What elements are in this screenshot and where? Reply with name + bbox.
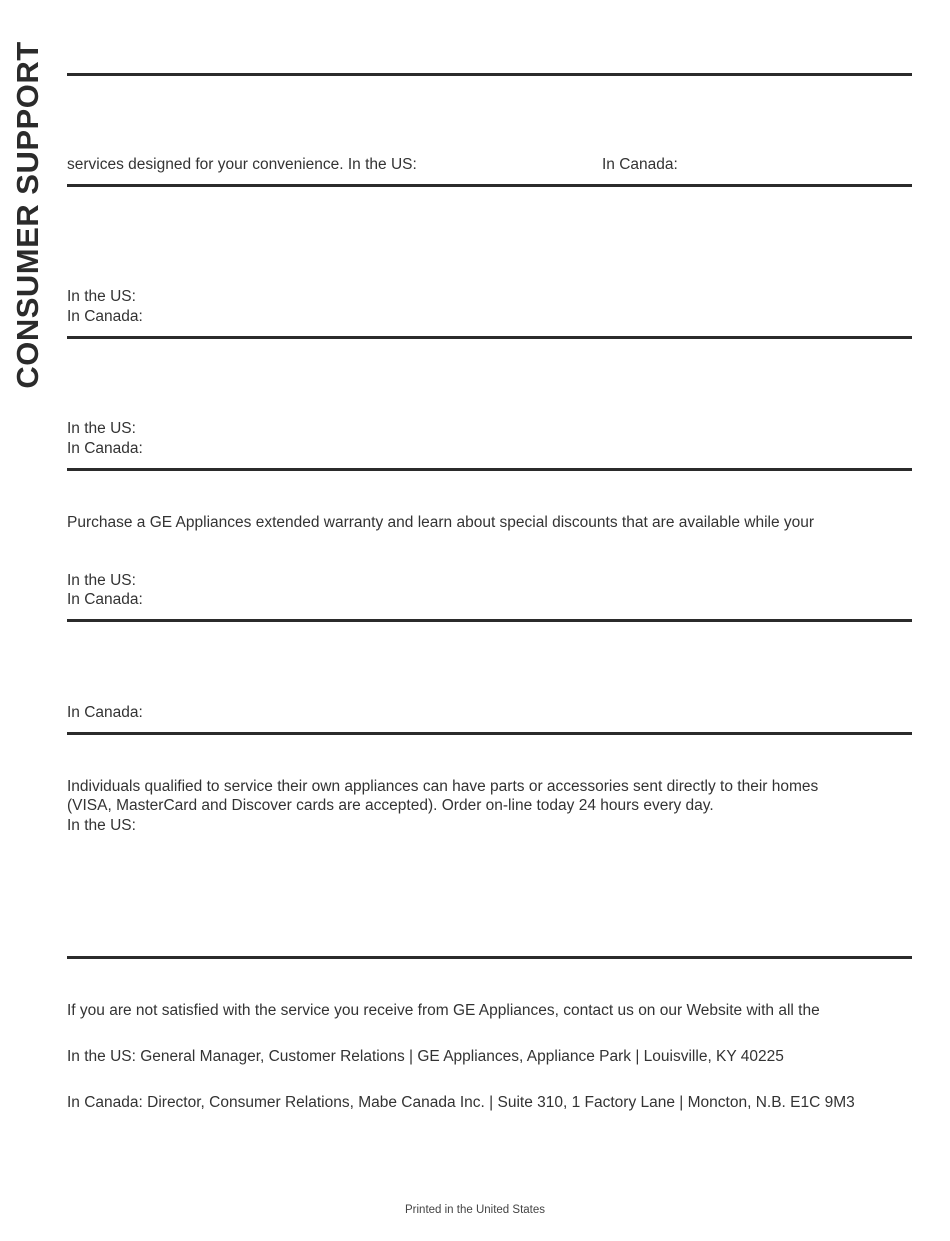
section-divider <box>67 619 912 622</box>
section-divider <box>67 73 912 76</box>
section2-canada-label: In Canada: <box>67 308 143 325</box>
section-divider <box>67 336 912 339</box>
section6-text-line2: (VISA, MasterCard and Discover cards are accepted). Order on-line today 24 hours every day. <box>67 797 714 814</box>
section-divider <box>67 732 912 735</box>
section4-us-label: In the US: <box>67 572 136 589</box>
section4-canada-label: In Canada: <box>67 591 143 608</box>
section1-text: services designed for your convenience. In the US: <box>67 156 417 173</box>
section2-us-label: In the US: <box>67 288 136 305</box>
section4-text: Purchase a GE Appliances extended warranty and learn about special discounts that are available while your <box>67 514 815 531</box>
section-divider <box>67 956 912 959</box>
section7-canada-address: In Canada: Director, Consumer Relations, Mabe Canada Inc. | Suite 310, 1 Factory Lane | Moncton, N.B. E1C 9M3 <box>67 1094 855 1111</box>
section6-text-line1: Individuals qualified to service their own appliances can have parts or accessories sent directly to their homes <box>67 778 819 795</box>
section-divider <box>67 184 912 187</box>
section3-us-label: In the US: <box>67 420 136 437</box>
section7-text: If you are not satisfied with the service you receive from GE Appliances, contact us on our Website with all the <box>67 1002 820 1019</box>
section5-canada-label: In Canada: <box>67 704 143 721</box>
section6-us-label: In the US: <box>67 817 136 834</box>
footer-printed-note: Printed in the United States <box>405 1204 545 1216</box>
section1-canada-label: In Canada: <box>602 156 678 173</box>
section-divider <box>67 468 912 471</box>
section7-us-address: In the US: General Manager, Customer Relations | GE Appliances, Appliance Park | Louisville, KY 40225 <box>67 1048 784 1065</box>
section3-canada-label: In Canada: <box>67 440 143 457</box>
side-section-title: CONSUMER SUPPORT <box>10 41 45 389</box>
